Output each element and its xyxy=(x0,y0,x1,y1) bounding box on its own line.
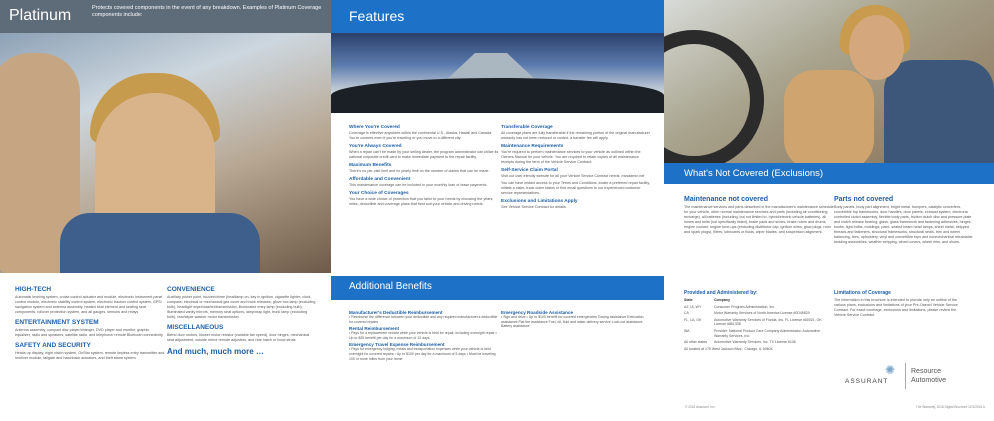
table-cell: FL, LA, OK xyxy=(684,317,702,322)
parts-body: Body panels, body part alignment, bright metal, bumpers, catalytic converters, convertible top frameworks, door handles, door panels, exhaust system, electronic controlled clutch assembly, flexible body parts, friction clutch disc and pressure plate and clutch release bearing, glass, glass framework and fastening adhesives, hinges, knobs, light bulbs, moldings, paint, sealed beam head lamps, sheet metal, stripped threads and fasteners, structural frameworks, structural seals, trim and wheel balancing, tires, upholstery, vinyl and convertible tops and nonmechanical retractable bedding assemblies, weather stripping, wheel covers, wheel rims, and shoes. xyxy=(834,205,973,244)
feature-heading: Transferable Coverage xyxy=(501,125,553,130)
family-photo xyxy=(664,0,994,163)
feature-heading: Your Choice of Coverages xyxy=(349,191,409,196)
section-body: Heads up display, night vision system, OnStar system, remote keyless entry transmitter and receiver module, tailgate and hatchback actuators, and theft alarm system xyxy=(15,351,165,360)
table-row xyxy=(684,329,824,340)
benefits-col-right xyxy=(501,308,651,329)
platinum-col-right xyxy=(167,286,317,358)
logo-subtitle-line2: Automotive xyxy=(911,377,947,384)
section-body: Auxiliary power point, buzzer/chime (headlamp on, key in ignition, cigarette lighter, clock, compass, electrical or mechanical gas cover and trunk releases, glove box lamp (excluding bulb), headlight wiper/washer/transmission, illuminated entry lamp (excluding bulb), illuminated vanity mirrors, memory seat options, lamp/map light, trunk lamp (excluding bulb), rear/wiper washer motor transmission xyxy=(167,295,316,319)
admin-address: All located at 175 West Jackson Blvd., Chicago, IL 60604 xyxy=(684,346,773,351)
platinum-col-left xyxy=(15,286,165,365)
admin-heading: Provided and Administered by: xyxy=(684,290,758,296)
table-cell: Automotive Warranty Services of Florida, Inc. FL License #60021, OK License #861338 xyxy=(714,317,822,327)
platinum-panel xyxy=(0,0,331,421)
table-cell: Provider: National Product Care Company Administrator: Automotive Warranty Services, Inc. xyxy=(714,328,821,338)
exclusions-bar xyxy=(664,163,994,184)
section-heading: SAFETY AND SECURITY xyxy=(15,342,91,349)
footer-copyright: © 2018 Assurant, Inc. xyxy=(685,405,716,409)
benefit-body: • Pays for emergency lodging, meals and transportation expenses while your vehicle is held overnight for covered repairs • Up to $100 per day for a maximum of 5 days • Must be traveling 100 or more miles from your home xyxy=(349,347,496,361)
feature-body: There's no per-visit limit and no yearly limit on the number of claims that can be made. xyxy=(349,169,490,173)
feature-body: You're required to perform maintenance services to your vehicle as outlined within the Owners Manual for your vehicle. You are required to retain copies of all maintenance receipts during the term of the Vehicle Service Contract. xyxy=(501,150,641,164)
features-header xyxy=(331,0,664,33)
section-heading: MISCELLANEOUS xyxy=(167,324,224,331)
platinum-intro: Protects covered components in the event of any breakdown. Examples of Platinum Coverage components include: xyxy=(92,5,322,18)
limitations-block xyxy=(834,290,969,318)
additional-benefits-bar xyxy=(331,276,664,300)
feature-body: Visit our user friendly website for all your Vehicle Service Contract needs: mvsadmin.net xyxy=(501,174,645,178)
feature-body: You can have instant access to your Terms and Conditions, locate a preferred repair facility, initiate a claim, track claim status or find email questions to our experienced customer service representatives. xyxy=(501,181,650,195)
footer-form-number: The Warranty, 2018 Digital Brochure 12/1/2018 b xyxy=(915,405,985,409)
feature-heading: Affordable and Convenient xyxy=(349,177,411,182)
administrator-block xyxy=(684,290,824,352)
table-row xyxy=(684,311,824,318)
parts-col xyxy=(834,196,974,245)
features-col-right xyxy=(501,122,651,210)
section-heading: CONVENIENCE xyxy=(167,286,215,293)
platinum-title: Platinum xyxy=(9,7,72,24)
platinum-header xyxy=(0,0,331,33)
benefits-col-left xyxy=(349,308,499,361)
feature-heading: Maximum Benefits xyxy=(349,163,392,168)
parts-heading: Parts not covered xyxy=(834,196,894,203)
table-cell: CA xyxy=(684,311,689,316)
table-header: State xyxy=(684,298,693,302)
benefit-body: • Pays for a replacement vehicle while your vehicle is held for repair, including overnight repair • Up to $35 benefit per day for a maximum of 10 days xyxy=(349,331,497,340)
feature-body: This maintenance coverage can be included in your monthly loan or lease payments. xyxy=(349,183,488,187)
and-more-text: And much, much more … xyxy=(167,347,264,356)
benefit-body: • Reimburse the difference between your deductible and any required manufacturer's deductible for covered repairs xyxy=(349,315,498,324)
benefit-heading: Manufacturer's Deductible Reimbursement xyxy=(349,310,443,315)
logo-brand: ASSURANT xyxy=(845,378,889,385)
admin-table xyxy=(684,298,824,347)
feature-heading: Exclusions and Limitations Apply xyxy=(501,199,578,204)
assurant-mark-icon: ✺ xyxy=(885,363,896,377)
maintenance-body: The maintenance services and parts described in the manufacturer's maintenance schedule for your vehicle, other normal maintenance services and parts (including air conditioning recharge), all batteries (including, but not limited to, hybrid/electric vehicle batteries), all hoses and belts (not specifically listed), brake pads and shoes, brake rotors and drums, engine coolant, engine tune-ups (excluding distributor cap, ignition wires, glow plugs, rotor and spark plugs), filters, lubricants or fluids, wiper blades, and suspension alignment xyxy=(684,205,834,234)
section-heading: ENTERTAINMENT SYSTEM xyxy=(15,319,99,326)
feature-body: All coverage plans are fully transferable if the remaining portion of the original manufacturer warranty has not been reduced or voided, a transfer fee will apply. xyxy=(501,131,651,140)
table-cell: Consumer Program Administration, Inc. xyxy=(714,304,776,309)
driver-photo xyxy=(0,33,331,273)
table-cell: All other states xyxy=(684,340,708,345)
assurant-logo xyxy=(845,363,975,389)
benefit-body: • Sign and drive • Up to $100 benefit for covered emergencies Towing assistance Extrication assistance Flat tire assistance Fuel, oil, fluid and water delivery service Lock-out assistance Battery assistance xyxy=(501,315,644,329)
feature-heading: You're Always Covered xyxy=(349,144,402,149)
feature-body: See Vehicle Service Contract for details. xyxy=(501,205,567,209)
table-cell: Motor Warranty Services of North America License #0D45829 xyxy=(714,311,810,316)
features-col-left xyxy=(349,122,499,207)
table-header: Company xyxy=(714,298,730,302)
maintenance-heading: Maintenance not covered xyxy=(684,196,769,203)
logo-subtitle-line1: Resource xyxy=(911,368,941,375)
features-title: Features xyxy=(349,8,405,24)
benefit-heading: Emergency Travel Expense Reimbursement xyxy=(349,342,445,348)
limitations-heading: Limitations of Coverage xyxy=(834,290,891,296)
section-heading: HIGH-TECH xyxy=(15,286,52,293)
benefit-heading: Emergency Roadside Assistance xyxy=(501,310,574,315)
feature-body: Coverage is effective anywhere within the continental U.S., Alaska, Hawaii and Canada. You're covered even if you're traveling or you move to a different city. xyxy=(349,131,493,140)
feature-heading: Self-Service Claim Portal xyxy=(501,168,558,173)
feature-heading: Maintenance Requirements xyxy=(501,144,564,149)
road-photo xyxy=(331,33,664,113)
feature-body: You have a wide choice of protection that you tailor to your needs by choosing the years, miles, deductible and coverage plans that best suit your vehicle and driving needs. xyxy=(349,197,494,206)
section-body: Antenna assembly, compact disc player/changer, DVD player and monitor, graphic equalizer, radio and speakers, satellite radio, and telephone/ remote Bluetooth connectivity xyxy=(15,328,163,337)
table-row xyxy=(684,305,824,312)
table-header-row xyxy=(684,298,824,305)
feature-body: When a repair can't be made by your selling dealer, the program administrator can utilize its national corporate credit card to make immediate payment to the repair facility. xyxy=(349,150,499,159)
additional-benefits-title: Additional Benefits xyxy=(349,281,432,292)
features-panel xyxy=(331,0,664,421)
logo-subtitle xyxy=(911,367,946,385)
benefit-heading: Rental Reimbursement xyxy=(349,326,400,332)
table-cell: AZ, IA, WY xyxy=(684,304,702,309)
limitations-body: The information in this brochure is intended to provide only an outline of the various plans, exclusions and limitations of your Pre-Owned Vehicle Service Contract. For exact coverage, exclusions and limitations, please review the Vehicle Service Contract. xyxy=(834,298,958,317)
table-cell: Automotive Warranty Services, Inc. TX License #106 xyxy=(714,340,796,345)
exclusions-title: What's Not Covered (Exclusions) xyxy=(684,168,824,179)
section-body: Blend door motors, blower motor resistor (variable fan speed), door hinges, mechanical seat adjustment, outside mirror remote adjusters, and rear hatch or hood struts xyxy=(167,333,310,342)
maintenance-col xyxy=(684,196,834,235)
feature-heading: Where You're Covered xyxy=(349,125,400,130)
section-body: Automatic leveling system, cruise control actuator and module, electronic instrument panel control module, electronic stability control system, electronic traction control system, GPS/ navigation system and antenna assembly, heated seat element and seating seat components, rollover protection system, and all gauges, sensors and relays xyxy=(15,295,163,314)
table-cell: WA xyxy=(684,328,690,333)
table-row xyxy=(684,340,824,347)
table-row xyxy=(684,318,824,329)
exclusions-panel xyxy=(664,0,994,421)
